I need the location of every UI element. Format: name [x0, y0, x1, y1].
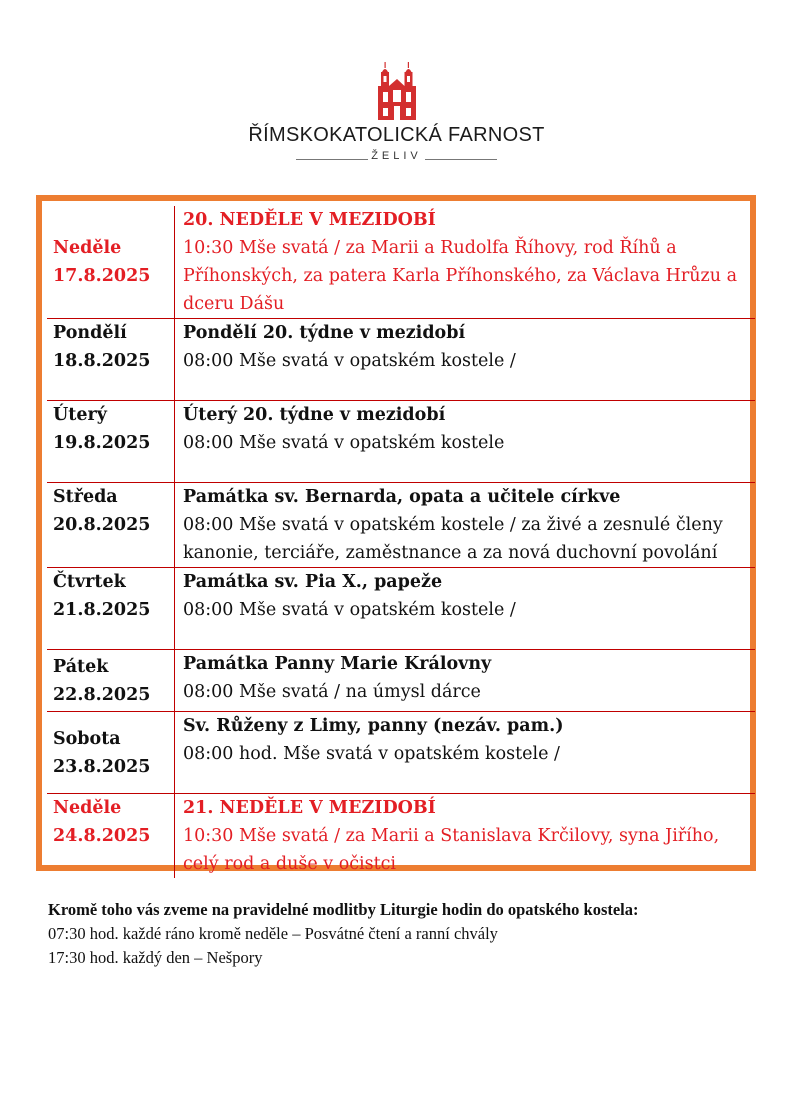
day-cell: [47, 206, 175, 319]
info-cell: [175, 650, 756, 712]
day-date: 17.8.2025: [53, 266, 151, 286]
day-cell: [47, 483, 175, 568]
feast-title: Památka sv. Bernarda, opata a učitele církve: [183, 487, 621, 507]
info-cell: [175, 712, 756, 794]
day-date: 19.8.2025: [53, 433, 151, 453]
day-name: Neděle: [53, 798, 122, 818]
mass-intention: 10:30 Mše svatá / za Marii a Stanislava Krčilovy, syna Jiřího, celý rod a duše v očistci: [183, 826, 720, 874]
info-cell: [175, 319, 756, 401]
info-cell: [175, 483, 756, 568]
feast-title: Sv. Růženy z Limy, panny (nezáv. pam.): [183, 716, 564, 736]
parish-name: ŘÍMSKOKATOLICKÁ FARNOST: [248, 124, 545, 146]
schedule-row: [47, 712, 755, 794]
day-cell: [47, 650, 175, 712]
schedule-row: [47, 568, 755, 650]
day-name: Pondělí: [53, 323, 127, 343]
day-date: 22.8.2025: [53, 684, 151, 705]
mass-intention: 08:00 Mše svatá v opatském kostele / za živé a zesnulé členy kanonie, terciáře, zaměstnance a za nová duchovní povolání: [183, 515, 723, 563]
day-cell: [47, 401, 175, 483]
schedule-row: [47, 794, 755, 879]
schedule-row: [47, 650, 755, 712]
parish-place: ŽELIV: [371, 150, 422, 162]
info-cell: [175, 206, 756, 319]
notes-line: 07:30 hod. každé ráno kromě neděle – Posvátné čtení a ranní chvály: [48, 924, 498, 943]
day-name: Pátek: [53, 656, 109, 677]
feast-title: Památka sv. Pia X., papeže: [183, 572, 443, 592]
schedule-row: [47, 319, 755, 401]
day-name: Středa: [53, 487, 118, 507]
mass-intention: 08:00 hod. Mše svatá v opatském kostele /: [183, 744, 560, 764]
liturgy-notes: [48, 898, 768, 970]
schedule-row: [47, 483, 755, 568]
info-cell: [175, 794, 756, 879]
feast-title: Pondělí 20. týdne v mezidobí: [183, 323, 466, 343]
mass-intention: 08:00 Mše svatá v opatském kostele /: [183, 600, 516, 620]
day-cell: [47, 319, 175, 401]
divider-right: [425, 159, 497, 160]
day-name: Čtvrtek: [53, 572, 126, 592]
day-name: Sobota: [53, 728, 121, 749]
church-towers-icon: [374, 62, 420, 120]
schedule-row: [47, 401, 755, 483]
day-date: 20.8.2025: [53, 515, 151, 535]
day-date: 23.8.2025: [53, 756, 151, 777]
day-name: Úterý: [53, 405, 107, 425]
day-cell: [47, 794, 175, 879]
notes-title: Kromě toho vás zveme na pravidelné modlitby Liturgie hodin do opatského kostela:: [48, 900, 639, 919]
feast-title: Památka Panny Marie Královny: [183, 654, 492, 674]
mass-intention: 08:00 Mše svatá v opatském kostele: [183, 433, 505, 453]
notes-line: 17:30 hod. každý den – Nešpory: [48, 948, 263, 967]
mass-intention: 10:30 Mše svatá / za Marii a Rudolfa Říhovy, rod Říhů a Příhonských, za patera Karla Příhonského, za Václava Hrůzu a dceru Dášu: [183, 238, 738, 314]
parish-logo: [0, 62, 793, 120]
schedule-row: [47, 206, 755, 319]
day-date: 18.8.2025: [53, 351, 151, 371]
mass-schedule: [36, 195, 756, 874]
day-date: 21.8.2025: [53, 600, 151, 620]
schedule-table: [47, 206, 755, 878]
mass-intention: 08:00 Mše svatá / na úmysl dárce: [183, 682, 481, 702]
day-name: Neděle: [53, 238, 122, 258]
feast-title: Úterý 20. týdne v mezidobí: [183, 405, 446, 425]
info-cell: [175, 568, 756, 650]
feast-title: 20. NEDĚLE V MEZIDOBÍ: [183, 210, 436, 230]
info-cell: [175, 401, 756, 483]
feast-title: 21. NEDĚLE V MEZIDOBÍ: [183, 798, 436, 818]
day-date: 24.8.2025: [53, 826, 151, 846]
day-cell: [47, 568, 175, 650]
day-cell: [47, 712, 175, 794]
mass-intention: 08:00 Mše svatá v opatském kostele /: [183, 351, 516, 371]
